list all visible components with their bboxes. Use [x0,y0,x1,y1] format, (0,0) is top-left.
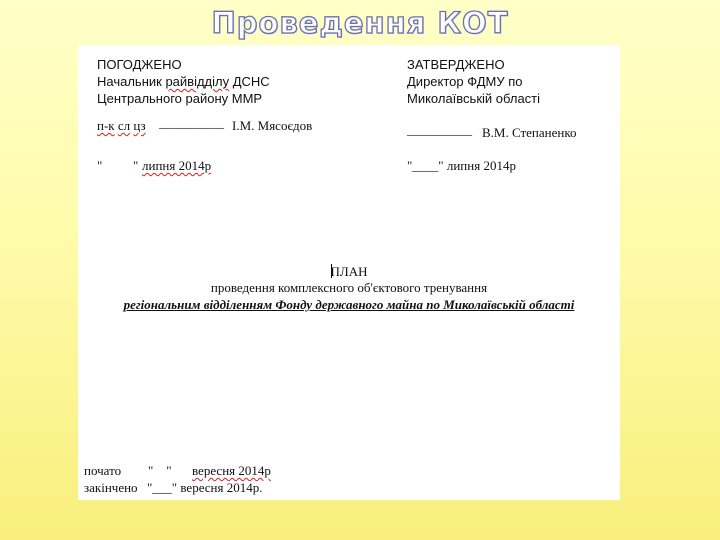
end-label: закінчено [84,480,138,495]
start-quotes: " " [148,463,172,478]
agreed-rank-1: п-к [97,118,115,133]
agreed-position-line [97,74,270,89]
plan-organization: регіональним відділенням Фонду державного майна по Миколаївській області [123,297,575,312]
plan-title: ПЛАН [330,264,368,279]
agreed-date-month: липня 2014р [142,158,212,173]
start-month: вересня 2014р [192,463,271,478]
agreed-signature-blank: __________ [159,115,224,130]
agreed-date-close: " [133,158,139,173]
approved-region: Миколаївській області [407,91,541,106]
agreed-rank-2: сл [117,118,131,133]
agreed-signer-name: І.М. Мясоєдов [232,118,313,133]
document-page [78,45,620,500]
plan-subtitle: проведення комплексного об'єктового тренування [210,280,488,295]
approved-signer-name: В.М. Степаненко [482,125,577,140]
start-label: почато [84,463,122,478]
agreed-position-suffix: ДСНС [229,74,270,89]
slide-title: Проведення КОТ [211,6,509,40]
agreed-heading: ПОГОДЖЕНО [97,57,182,72]
end-date: "___" вересня 2014р. [147,480,263,495]
agreed-position-prefix: Начальник [97,74,166,89]
approved-signature-blank: __________ [407,122,472,137]
approved-position: Директор ФДМУ по [407,74,523,89]
approved-date: "____" липня 2014р [407,158,516,173]
agreed-district: Центрального району ММР [97,91,263,106]
agreed-date-open: " [97,158,103,173]
agreed-department: райвідділу [165,74,230,89]
approved-heading: ЗАТВЕРДЖЕНО [407,57,505,72]
agreed-signature-line [97,118,146,133]
agreed-rank-3: цз [133,118,146,133]
